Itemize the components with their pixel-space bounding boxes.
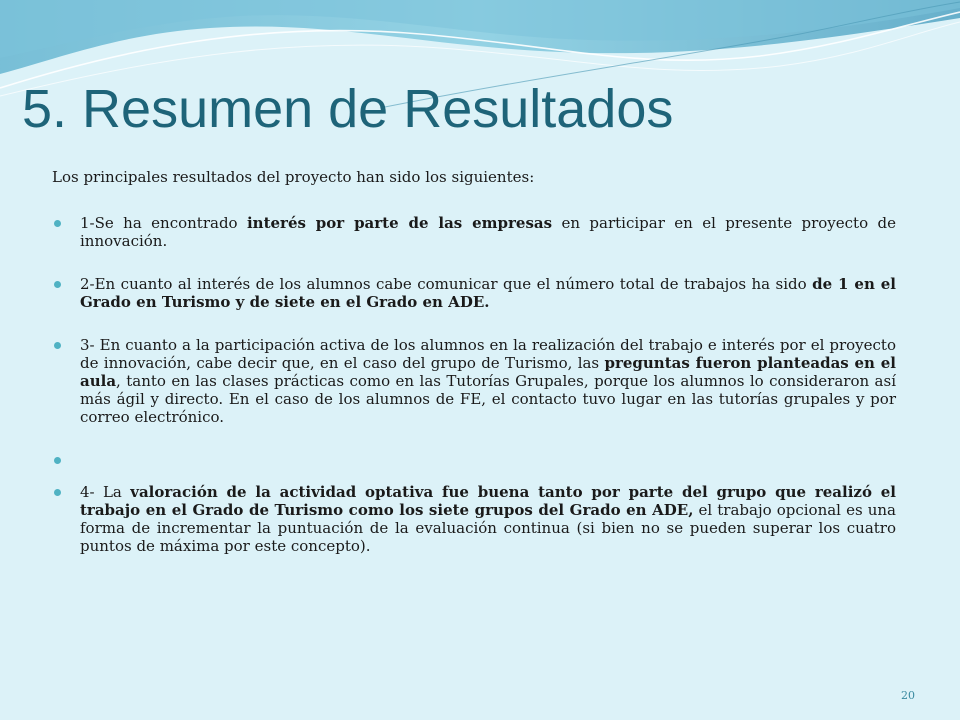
results-list [52,214,896,555]
bullet-bold-text: valoración de la actividad optativa fue buena tanto por parte del grupo que realizó el trabajo en el Grado de Turismo como los siete grupos del Grado en ADE, [80,483,896,519]
slide-content [52,166,896,580]
bullet-text: 1-Se ha encontrado [80,214,247,232]
bullet-dot-icon [54,342,61,349]
intro-text: Los principales resultados del proyecto han sido los siguientes: [52,168,535,186]
bullet-text: , tanto en las clases prácticas como en las Tutorías Grupales, porque los alumnos lo consideraron así más ágil y directo. En el caso de los alumnos de FE, el contacto tuvo lugar en las tutorías grupales y por correo electrónico. [80,372,896,426]
result-bullet [52,483,896,555]
bullet-dot-icon [54,281,61,288]
bullet-bold-text: interés por parte de las empresas [246,214,553,232]
bullet-text: 2-En cuanto al interés de los alumnos cabe comunicar que el número total de trabajos ha sido [80,275,813,293]
bullet-text: en participar en el presente proyecto de innovación. [80,214,896,250]
result-bullet [52,214,896,250]
result-bullet [52,275,896,311]
bullet-dot-icon [54,489,61,496]
bullet-dot-icon [54,457,61,464]
result-bullet [52,451,896,469]
bullet-bold-text: preguntas fueron planteadas en el aula [80,354,896,390]
slide-title: 5. Resumen de Resultados [22,79,674,139]
bullet-dot-icon [54,220,61,227]
bullet-text: 4- La [80,483,131,501]
bullet-text: 3- En cuanto a la participación activa de los alumnos en la realización del trabajo e interés por el proyecto de innovación, cabe decir que, en el caso del grupo de Turismo, las [80,336,896,372]
bullet-text: el trabajo opcional es una forma de incrementar la puntuación de la evaluación continua (si bien no se pueden superar los cuatro puntos de máxima por este concepto). [80,501,896,555]
result-bullet [52,336,896,426]
page-number: 20 [901,689,915,702]
bullet-bold-text: de 1 en el Grado en Turismo y de siete en el Grado en ADE. [80,275,896,311]
